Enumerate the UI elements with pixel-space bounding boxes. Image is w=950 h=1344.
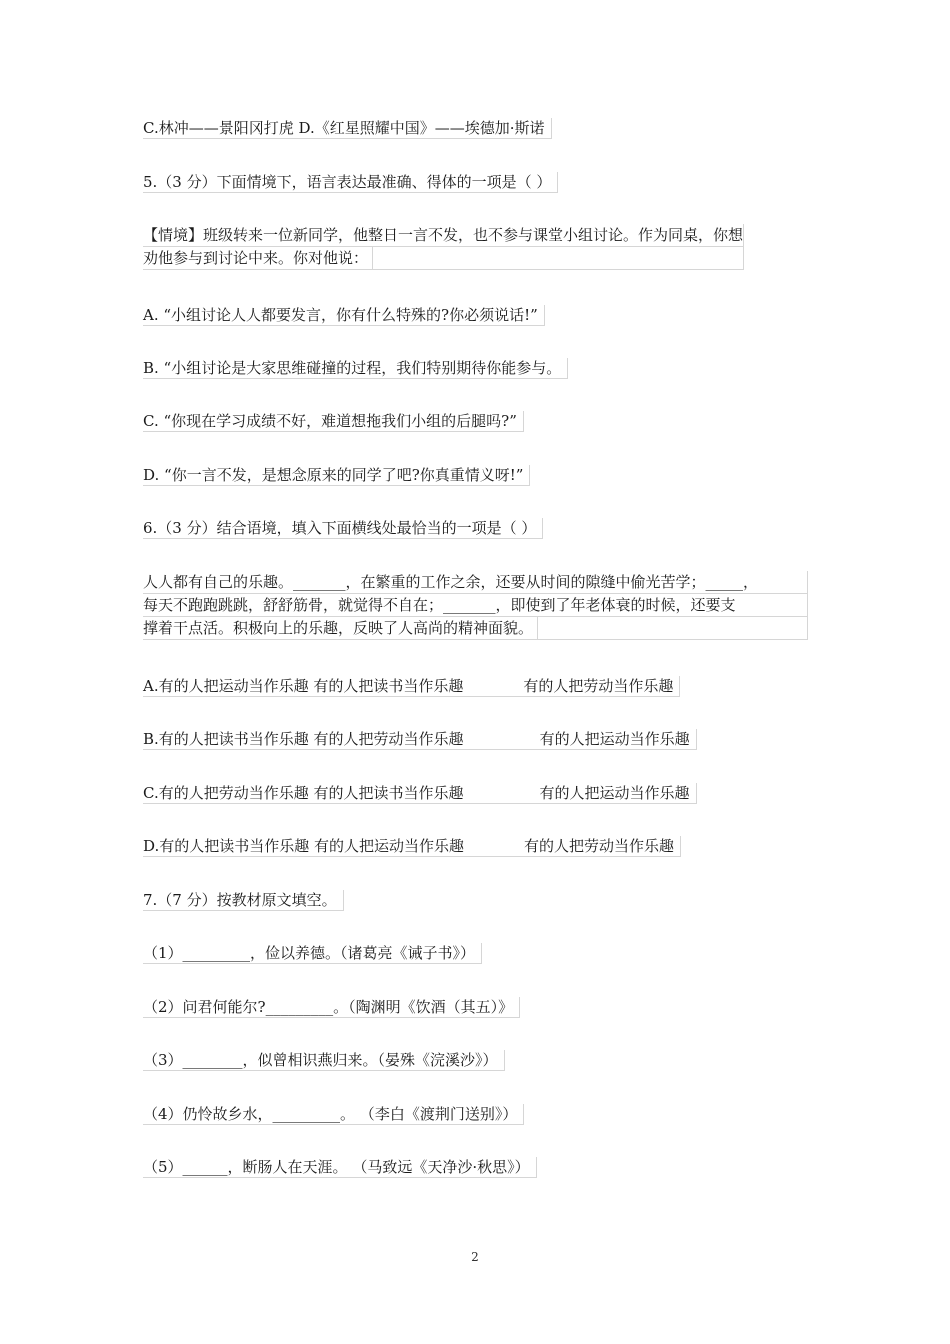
question-5-context [143,224,744,270]
question-6-option-c-part-1: C.有的人把劳动当作乐趣 有的人把读书当作乐趣 [143,784,464,802]
page-number: 2 [471,1250,479,1264]
question-6-option-b-part-1: B.有的人把读书当作乐趣 有的人把劳动当作乐趣 [143,730,464,748]
question-6-option-d [143,836,681,857]
question-6-option-b [143,729,697,750]
question-6-option-c [143,783,697,804]
question-5-option-c: C. “你现在学习成绩不好，难道想拖我们小组的后腿吗?” [143,411,524,432]
question-6-option-a [143,676,680,697]
question-6-passage [143,571,808,640]
question-6-option-a-part-2: 有的人把劳动当作乐趣 [523,677,674,695]
question-7-item-1: （1）_________，俭以养德。（诸葛亮《诫子书》） [143,943,482,964]
question-5-option-d: D. “你一言不发，是想念原来的同学了吧?你真重情义呀!” [143,465,530,486]
question-6-passage-line-3: 撑着干点活。积极向上的乐趣，反映了人高尚的精神面貌。 [143,617,538,639]
question-6-stem: 6.（3 分）结合语境，填入下面横线处最恰当的一项是（ ） [143,518,543,539]
question-7-item-5: （5）______，断肠人在天涯。 （马致远《天净沙·秋思》） [143,1157,537,1178]
question-5-stem: 5.（3 分）下面情境下，语言表达最准确、得体的一项是（ ） [143,172,558,193]
question-6-option-a-part-1: A.有的人把运动当作乐趣 有的人把读书当作乐趣 [143,677,464,695]
question-7-stem: 7.（7 分）按教材原文填空。 [143,890,344,911]
question-6-option-d-part-2: 有的人把劳动当作乐趣 [524,837,675,855]
option-line-c-d: C.林冲——景阳冈打虎 D.《红星照耀中国》——埃德加·斯诺 [143,118,552,139]
question-5-context-line-1: 【情境】班级转来一位新同学，他整日一言不发，也不参与课堂小组讨论。作为同桌，你想 [143,224,743,247]
question-5-context-line-2: 劝他参与到讨论中来。你对他说： [143,247,373,269]
question-7-item-2: （2）问君何能尔?_________。（陶渊明《饮酒（其五）》 [143,997,520,1018]
question-6-passage-line-1: 人人都有自己的乐趣。_______，在繁重的工作之余，还要从时间的隙缝中偷光苦学；_____， [143,571,807,594]
question-7-item-4: （4）仍怜故乡水，_________。 （李白《渡荆门送别》） [143,1104,524,1125]
question-5-option-b: B. “小组讨论是大家思维碰撞的过程，我们特别期待你能参与。 [143,358,568,379]
question-6-option-d-part-1: D.有的人把读书当作乐趣 有的人把运动当作乐趣 [143,837,465,855]
question-5-option-a: A. “小组讨论人人都要发言，你有什么特殊的?你必须说话!” [143,305,545,326]
question-6-option-b-part-2: 有的人把运动当作乐趣 [539,730,690,748]
question-6-option-c-part-2: 有的人把运动当作乐趣 [539,784,690,802]
question-7-item-3: （3）________，似曾相识燕归来。（晏殊《浣溪沙》） [143,1050,505,1071]
question-6-passage-line-2: 每天不跑跑跳跳，舒舒筋骨，就觉得不自在；_______，即使到了年老体衰的时候，还要支 [143,594,807,617]
